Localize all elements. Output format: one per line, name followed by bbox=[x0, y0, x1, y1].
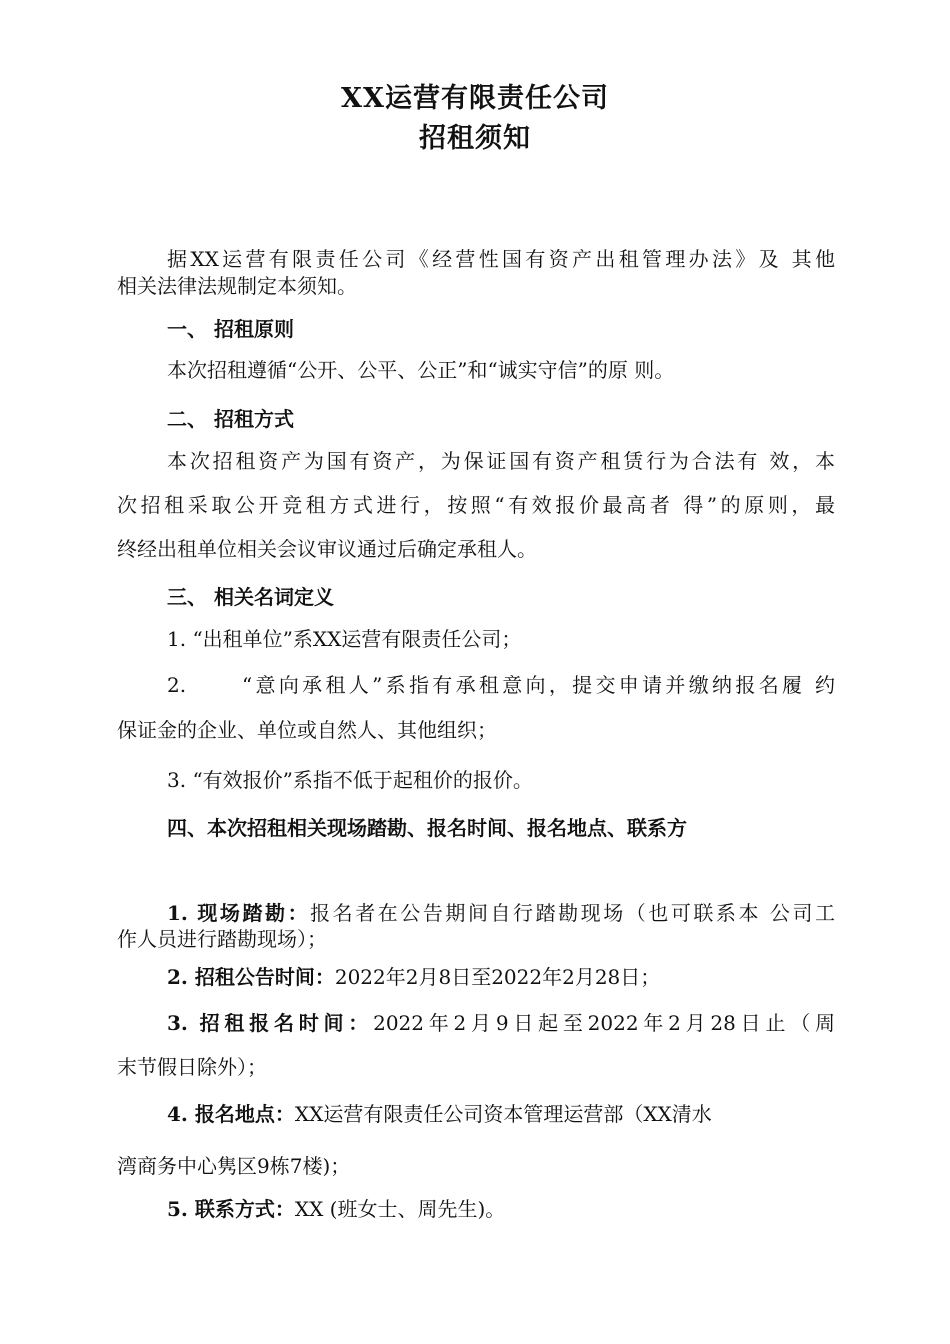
intro-line-1: 据XX运营有限责任公司《经营性国有资产出租管理办法》及 其他 bbox=[167, 247, 835, 271]
detail-item-3-label: 3. 招租报名时间： bbox=[167, 1011, 374, 1035]
detail-item-1-text: 报名者在公告期间自行踏勘现场（也可联系本 公司工 bbox=[310, 901, 836, 925]
method-line-3: 终经出租单位相关会议审议通过后确定承租人。 bbox=[117, 537, 537, 561]
method-line-1: 本次招租资产为国有资产，为保证国有资产租赁行为合法有 效，本 bbox=[167, 449, 835, 473]
section-heading-details: 四、本次招租相关现场踏勘、报名时间、报名地点、联系方 bbox=[167, 816, 687, 840]
detail-item-5-label: 5. 联系方式： bbox=[167, 1197, 295, 1221]
section-heading-principles: 一、 招租原则 bbox=[167, 317, 294, 341]
detail-item-5 bbox=[117, 1196, 835, 1223]
detail-item-2-text: 2022年2月8日至2022年2月28日； bbox=[334, 965, 661, 989]
detail-item-1-line-2: 作人员进行踏勘现场）； bbox=[117, 927, 327, 951]
document-title: XX运营有限责任公司 bbox=[341, 83, 609, 114]
principles-text: 本次招租遵循“公开、公平、公正”和“诚实守信”的原 则。 bbox=[167, 358, 675, 382]
detail-item-4-text: XX运营有限责任公司资本管理运营部（XX清水 bbox=[294, 1102, 712, 1126]
detail-item-2-label: 2. 招租公告时间： bbox=[167, 965, 335, 989]
definition-item-2-number: 2. bbox=[167, 673, 187, 697]
intro-line-2: 相关法律法规制定本须知。 bbox=[117, 274, 357, 298]
detail-item-2 bbox=[117, 964, 835, 991]
definition-item-1: 1. “出租单位”系XX运营有限责任公司； bbox=[167, 627, 522, 651]
method-line-2: 次招租采取公开竞租方式进行，按照“有效报价最高者 得”的原则，最 bbox=[117, 493, 835, 517]
detail-item-5-text: XX (班女士、周先生)。 bbox=[294, 1197, 506, 1221]
definition-item-2-text: “意向承租人”系指有承租意向，提交申请并缴纳报名履 约 bbox=[242, 673, 835, 697]
detail-item-3-line-2: 末节假日除外）； bbox=[117, 1055, 267, 1079]
detail-item-4-line-2: 湾商务中心隽区9栋7楼)； bbox=[117, 1154, 351, 1178]
detail-item-4 bbox=[117, 1101, 835, 1128]
definition-item-2-line-2: 保证金的企业、单位或自然人、其他组织； bbox=[117, 718, 497, 742]
document-subtitle: 招租须知 bbox=[419, 123, 531, 154]
detail-item-1-label: 1. 现场踏勘： bbox=[167, 901, 311, 925]
section-heading-method: 二、 招租方式 bbox=[167, 407, 294, 431]
detail-item-3 bbox=[117, 1010, 835, 1037]
detail-item-4-label: 4. 报名地点： bbox=[167, 1102, 295, 1126]
detail-item-1 bbox=[117, 900, 835, 927]
section-heading-definitions: 三、 相关名词定义 bbox=[167, 585, 334, 609]
detail-item-3-text: 2022年2月9日起至2022年2月28日止（周 bbox=[373, 1011, 836, 1035]
definition-item-3: 3. “有效报价”系指不低于起租价的报价。 bbox=[167, 768, 533, 792]
